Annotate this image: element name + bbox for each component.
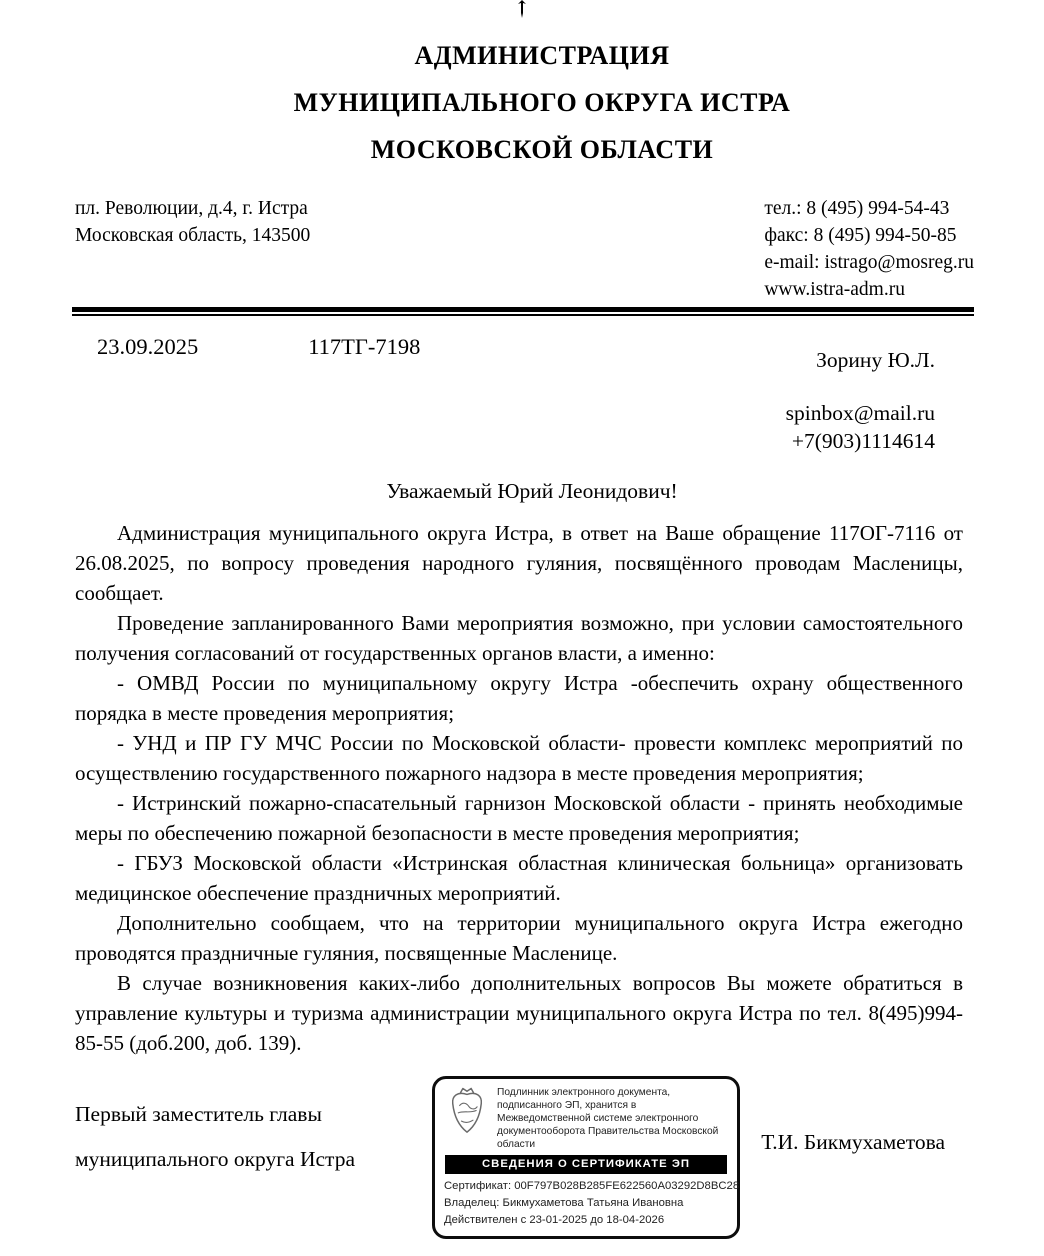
recipient-phone: +7(903)1114614 bbox=[791, 429, 935, 453]
letter-number: 117ТГ-7198 bbox=[308, 334, 421, 359]
stamp-validity: Действителен с 23-01-2025 до 18-04-2026 bbox=[444, 1214, 665, 1226]
body-paragraph: - УНД и ПР ГУ МЧС России по Московской области- провести комплекс мероприятий по осуществлению государственного пожарного надзора в месте проведения мероприятия; bbox=[75, 731, 963, 785]
contact-line-fax: факс: 8 (495) 994-50-85 bbox=[764, 225, 957, 246]
sender-address bbox=[75, 195, 310, 303]
moscow-region-coat-of-arms-icon bbox=[444, 1085, 490, 1142]
body-paragraph: - ОМВД России по муниципальному округу Истра -обеспечить охрану общественного порядка в месте проведения мероприятия; bbox=[75, 671, 963, 725]
stamp-details bbox=[444, 1178, 740, 1229]
body-paragraph: В случае возникновения каких-либо дополнительных вопросов Вы можете обратиться в управление культуры и туризма администрации муниципального округа Истра по тел. 8(495)994-85-55 (доб.200, доб. 139). bbox=[75, 971, 963, 1055]
body-paragraph: Администрация муниципального округа Истра, в ответ на Ваше обращение 117ОГ-7116 от 26.08.2025, по вопросу проведения народного гуляния, посвящённого проводам Масленицы, сообщает. bbox=[75, 521, 963, 605]
body-paragraph: Проведение запланированного Вами мероприятия возможно, при условии самостоятельного получения согласований от государственных органов власти, а именно: bbox=[75, 611, 963, 665]
org-name-line: МОСКОВСКОЙ ОБЛАСТИ bbox=[370, 135, 714, 164]
signature-title-line: муниципального округа Истра bbox=[75, 1147, 355, 1171]
signature-name: Т.И. Бикмухаметова bbox=[761, 1130, 945, 1154]
cropped-emblem-icon bbox=[0, 0, 1044, 20]
org-name-line: МУНИЦИПАЛЬНОГО ОКРУГА ИСТРА bbox=[293, 88, 791, 117]
signature-title bbox=[75, 1092, 355, 1182]
sender-contacts bbox=[764, 195, 974, 303]
body-paragraph: - ГБУЗ Московской области «Истринская областная клиническая больница» организовать медицинское обеспечение праздничных мероприятий. bbox=[75, 851, 963, 905]
body-paragraph: - Истринский пожарно-спасательный гарнизон Московской области - принять необходимые меры по обеспечению пожарной безопасности в месте проведения мероприятия; bbox=[75, 791, 963, 845]
contact-line-phone: тел.: 8 (495) 994-54-43 bbox=[764, 198, 950, 219]
letter-date: 23.09.2025 bbox=[97, 334, 199, 359]
sender-info-row bbox=[75, 195, 974, 303]
address-line: Московская область, 143500 bbox=[75, 225, 311, 246]
signature-title-line: Первый заместитель главы bbox=[75, 1102, 322, 1126]
recipient-contacts bbox=[0, 399, 935, 455]
body-paragraph: Дополнительно сообщаем, что на территории муниципального округа Истра ежегодно проводятся праздничные гуляния, посвященные Масленице. bbox=[75, 911, 963, 965]
letter-body bbox=[75, 518, 963, 1058]
signature-block bbox=[0, 1076, 1044, 1226]
salutation: Уважаемый Юрий Леонидович! bbox=[386, 479, 678, 503]
reference-row bbox=[97, 334, 935, 373]
stamp-notice: Подлинник электронного документа, подписанного ЭП, хранится в Межведомственной системе электронного документооборота Правительства Московской области bbox=[497, 1087, 719, 1150]
contact-line-email: e-mail: istrago@mosreg.ru bbox=[764, 252, 974, 273]
divider-rule bbox=[72, 307, 974, 316]
esign-stamp bbox=[432, 1076, 740, 1239]
org-header bbox=[0, 32, 1044, 173]
recipient-name: Зорину Ю.Л. bbox=[816, 348, 935, 372]
esign-stamp-header bbox=[444, 1085, 728, 1151]
reference-group bbox=[97, 334, 420, 360]
stamp-certificate: Сертификат: 00F797B028B285FE622560A03292D8BC28 bbox=[444, 1180, 740, 1192]
recipient-email: spinbox@mail.ru bbox=[785, 401, 935, 425]
address-line: пл. Революции, д.4, г. Истра bbox=[75, 198, 308, 219]
org-name-line: АДМИНИСТРАЦИЯ bbox=[414, 41, 670, 70]
stamp-banner: СВЕДЕНИЯ О СЕРТИФИКАТЕ ЭП bbox=[445, 1155, 727, 1174]
stamp-owner: Владелец: Бикмухаметова Татьяна Ивановна bbox=[444, 1197, 684, 1209]
contact-line-website: www.istra-adm.ru bbox=[764, 279, 905, 300]
